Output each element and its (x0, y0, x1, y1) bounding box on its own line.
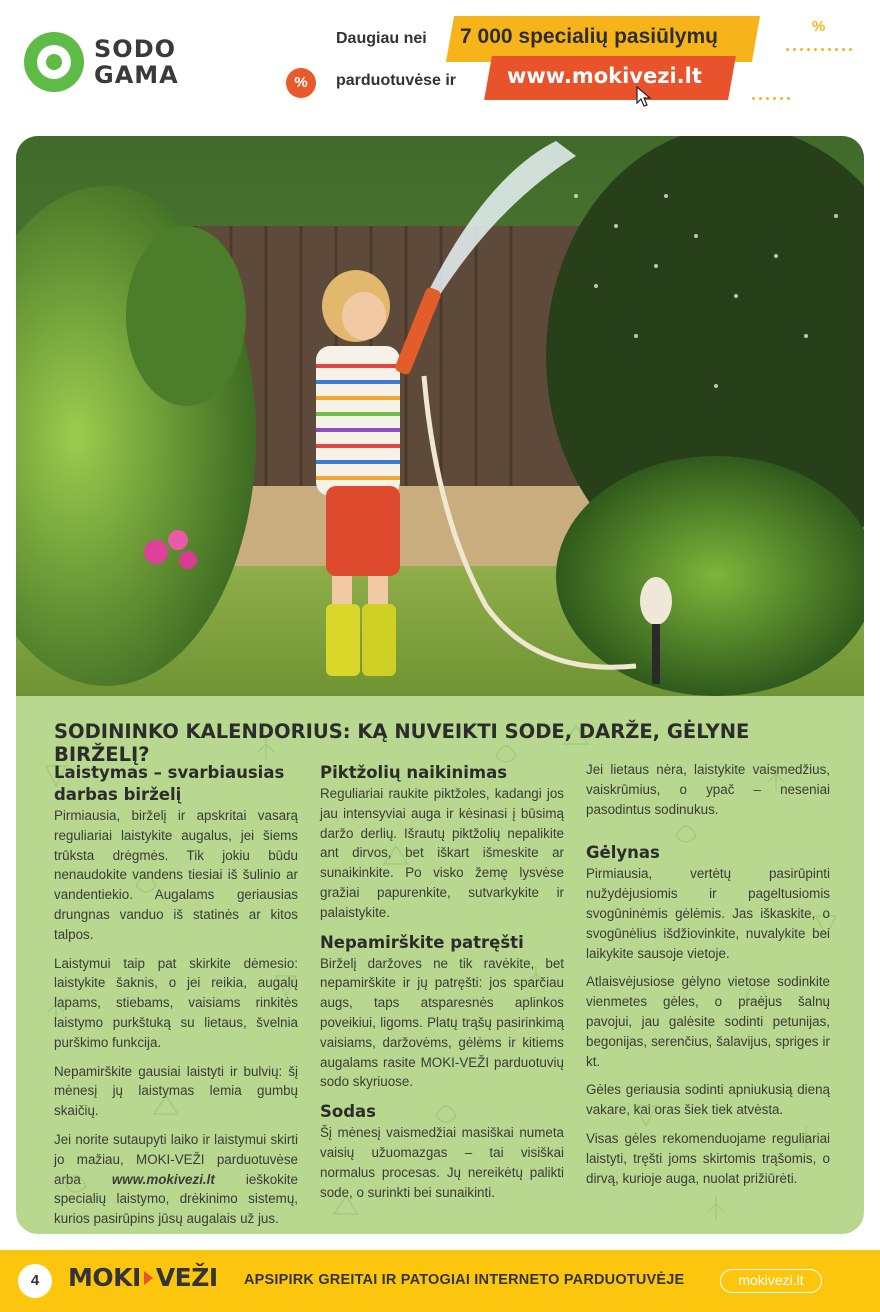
promo-line2-text: parduotuvėse ir (336, 72, 457, 89)
moki-vezi-logo[interactable] (68, 1263, 218, 1292)
paragraph: Šį mėnesį vaismedžiai masiškai numeta vaisių užuomazgas – tai visiškai normalus procesas. Jų nereikėtų palikti sode, o surinkti bei sunaikinti. (320, 1125, 564, 1200)
paragraph: Birželį daržoves ne tik ravėkite, bet nepamirškite ir jų patręšti: jos sparčiau augs, taps atsparesnės aplinkos poveikiui, ligoms. Platų trąšų pasirinkimą vaisiams, daržovėms, gėlėms ir kitiems augalams rasite MOKI-VEŽI parduotuvių sodo skyriuose. (320, 955, 564, 1090)
logo-line1: SODO (94, 35, 177, 63)
section-heading-orchard: Sodas (320, 1102, 376, 1122)
article-card (16, 136, 864, 1234)
promo-website-link[interactable]: www.mokivezi.lt (507, 64, 702, 88)
spacer (586, 828, 830, 842)
page-number: 4 (18, 1264, 52, 1298)
brand-arrow-icon (144, 1271, 153, 1285)
logo-line2: GAMA (94, 61, 179, 89)
article-column-flowerbed (586, 760, 830, 1197)
article-column-weeding (320, 762, 564, 1211)
footer-slogan: APSIPIRK GREITAI IR PATOGIAI INTERNETO PARDUOTUVĖJE (244, 1272, 685, 1288)
paragraph-text: ieškokite specialių laistymo, drėkinimo sistemų, kurios pasirūpins jūsų augalais už jus. (54, 1171, 298, 1227)
paragraph: Jei lietaus nėra, laistykite vaismedžius, vaiskrūmius, o ypač – neseniai pasodintus sodinukus. (586, 762, 830, 817)
section-heading-fertilizing: Nepamirškite patręšti (320, 932, 524, 952)
article-headline: SODININKO KALENDORIUS: KĄ NUVEIKTI SODE, DARŽE, GĖLYNE BIRŽELĮ? (54, 720, 750, 766)
paragraph (54, 1130, 298, 1229)
percent-badge-icon: % (286, 68, 316, 98)
page-header (0, 0, 880, 128)
brand-left: MOKI (68, 1263, 141, 1292)
paragraph: Pirmiausia, vertėtų pasirūpinti nužydėjusiomis ir pageltusiomis svogūninėmis gėlėmis. Jas iškaskite, o svogūnėlius išdžiovinkite, nuvalykite bei laikykite sausoje vietoje. (586, 866, 830, 961)
paragraph: Nepamirškite gausiai laistyti ir bulvių: šį mėnesį jų laistymas lemia gumbų skaičių. (54, 1063, 298, 1119)
paragraph: Gėles geriausia sodinti apniukusią dieną vakare, kai oras šiek tiek atvėsta. (586, 1082, 830, 1118)
dots-decoration (784, 48, 854, 51)
logo-text (94, 36, 179, 88)
article-content (16, 696, 864, 1234)
page-footer (0, 1250, 880, 1312)
brand-right: VEŽI (155, 1263, 218, 1292)
mokivezi-link[interactable]: www.mokivezi.lt (111, 1171, 215, 1187)
child-watering-garden-image (16, 136, 864, 696)
section-heading-watering: Laistymas – svarbiausias darbas birželį (54, 763, 285, 804)
article-column-watering (54, 762, 298, 1234)
paragraph-text: Jei norite sutaupyti laiko ir laistymui skirti jo mažiau, MOKI-VEŽI parduotuvėse arba (54, 1131, 298, 1187)
paragraph: Pirmiausia, birželį ir apskritai vasarą reguliariai laistykite augalus, jei šiems trūksta drėgmės. Tik jokiu būdu nenaudokite vandens tiesiai iš šulinio ar vandentiekio. Augalams geriausias drungnas vanduo iš statinės ar kitos talpos. (54, 808, 298, 942)
sodo-gama-logo[interactable] (24, 32, 179, 92)
percent-decoration-icon: % (812, 18, 826, 35)
paragraph: Visas gėles rekomenduojame reguliariai laistyti, tręšti joms skirtomis trąšomis, o dirvą, kurioje auga, nuolat prižiūrėti. (586, 1130, 830, 1186)
promo-line1-text: Daugiau nei (336, 30, 427, 47)
dots-decoration (750, 97, 792, 100)
footer-website-link[interactable]: mokivezi.lt (720, 1269, 822, 1293)
promo-offers-count: 7 000 specialių pasiūlymų (460, 25, 718, 48)
paragraph: Atlaisvėjusiose gėlyno vietose sodinkite vienmetes gėles, o praėjus šalnų pavojui, jau galėsite sodinti petunijas, begonijas, serenčius, šalavijus, spriges ir kt. (586, 974, 830, 1069)
paragraph: Reguliariai raukite piktžoles, kadangi jos jau intensyviai auga ir kėsinasi į būsimą daržo derlių. Išrautų piktžolių nepalikite ant dirvos, bet iškart išmeskite ar sunaikinkite. Po visko žemę lysvėse gražiai papurenkite, sutvarkykite ir palaistykite. (320, 786, 564, 920)
cursor-icon (636, 86, 652, 108)
section-heading-weeding: Piktžolių naikinimas (320, 763, 508, 782)
section-heading-flowerbed: Gėlynas (586, 843, 660, 863)
hero-photo (16, 136, 864, 696)
paragraph: Laistymui taip pat skirkite dėmesio: laistykite šaknis, o jei reikia, augalų lapams, stiebams, vaisiams rinkitės laistymo purkštuką su lietaus, švelnia purškimo funkcija. (54, 955, 298, 1050)
logo-mark-icon (24, 32, 84, 92)
